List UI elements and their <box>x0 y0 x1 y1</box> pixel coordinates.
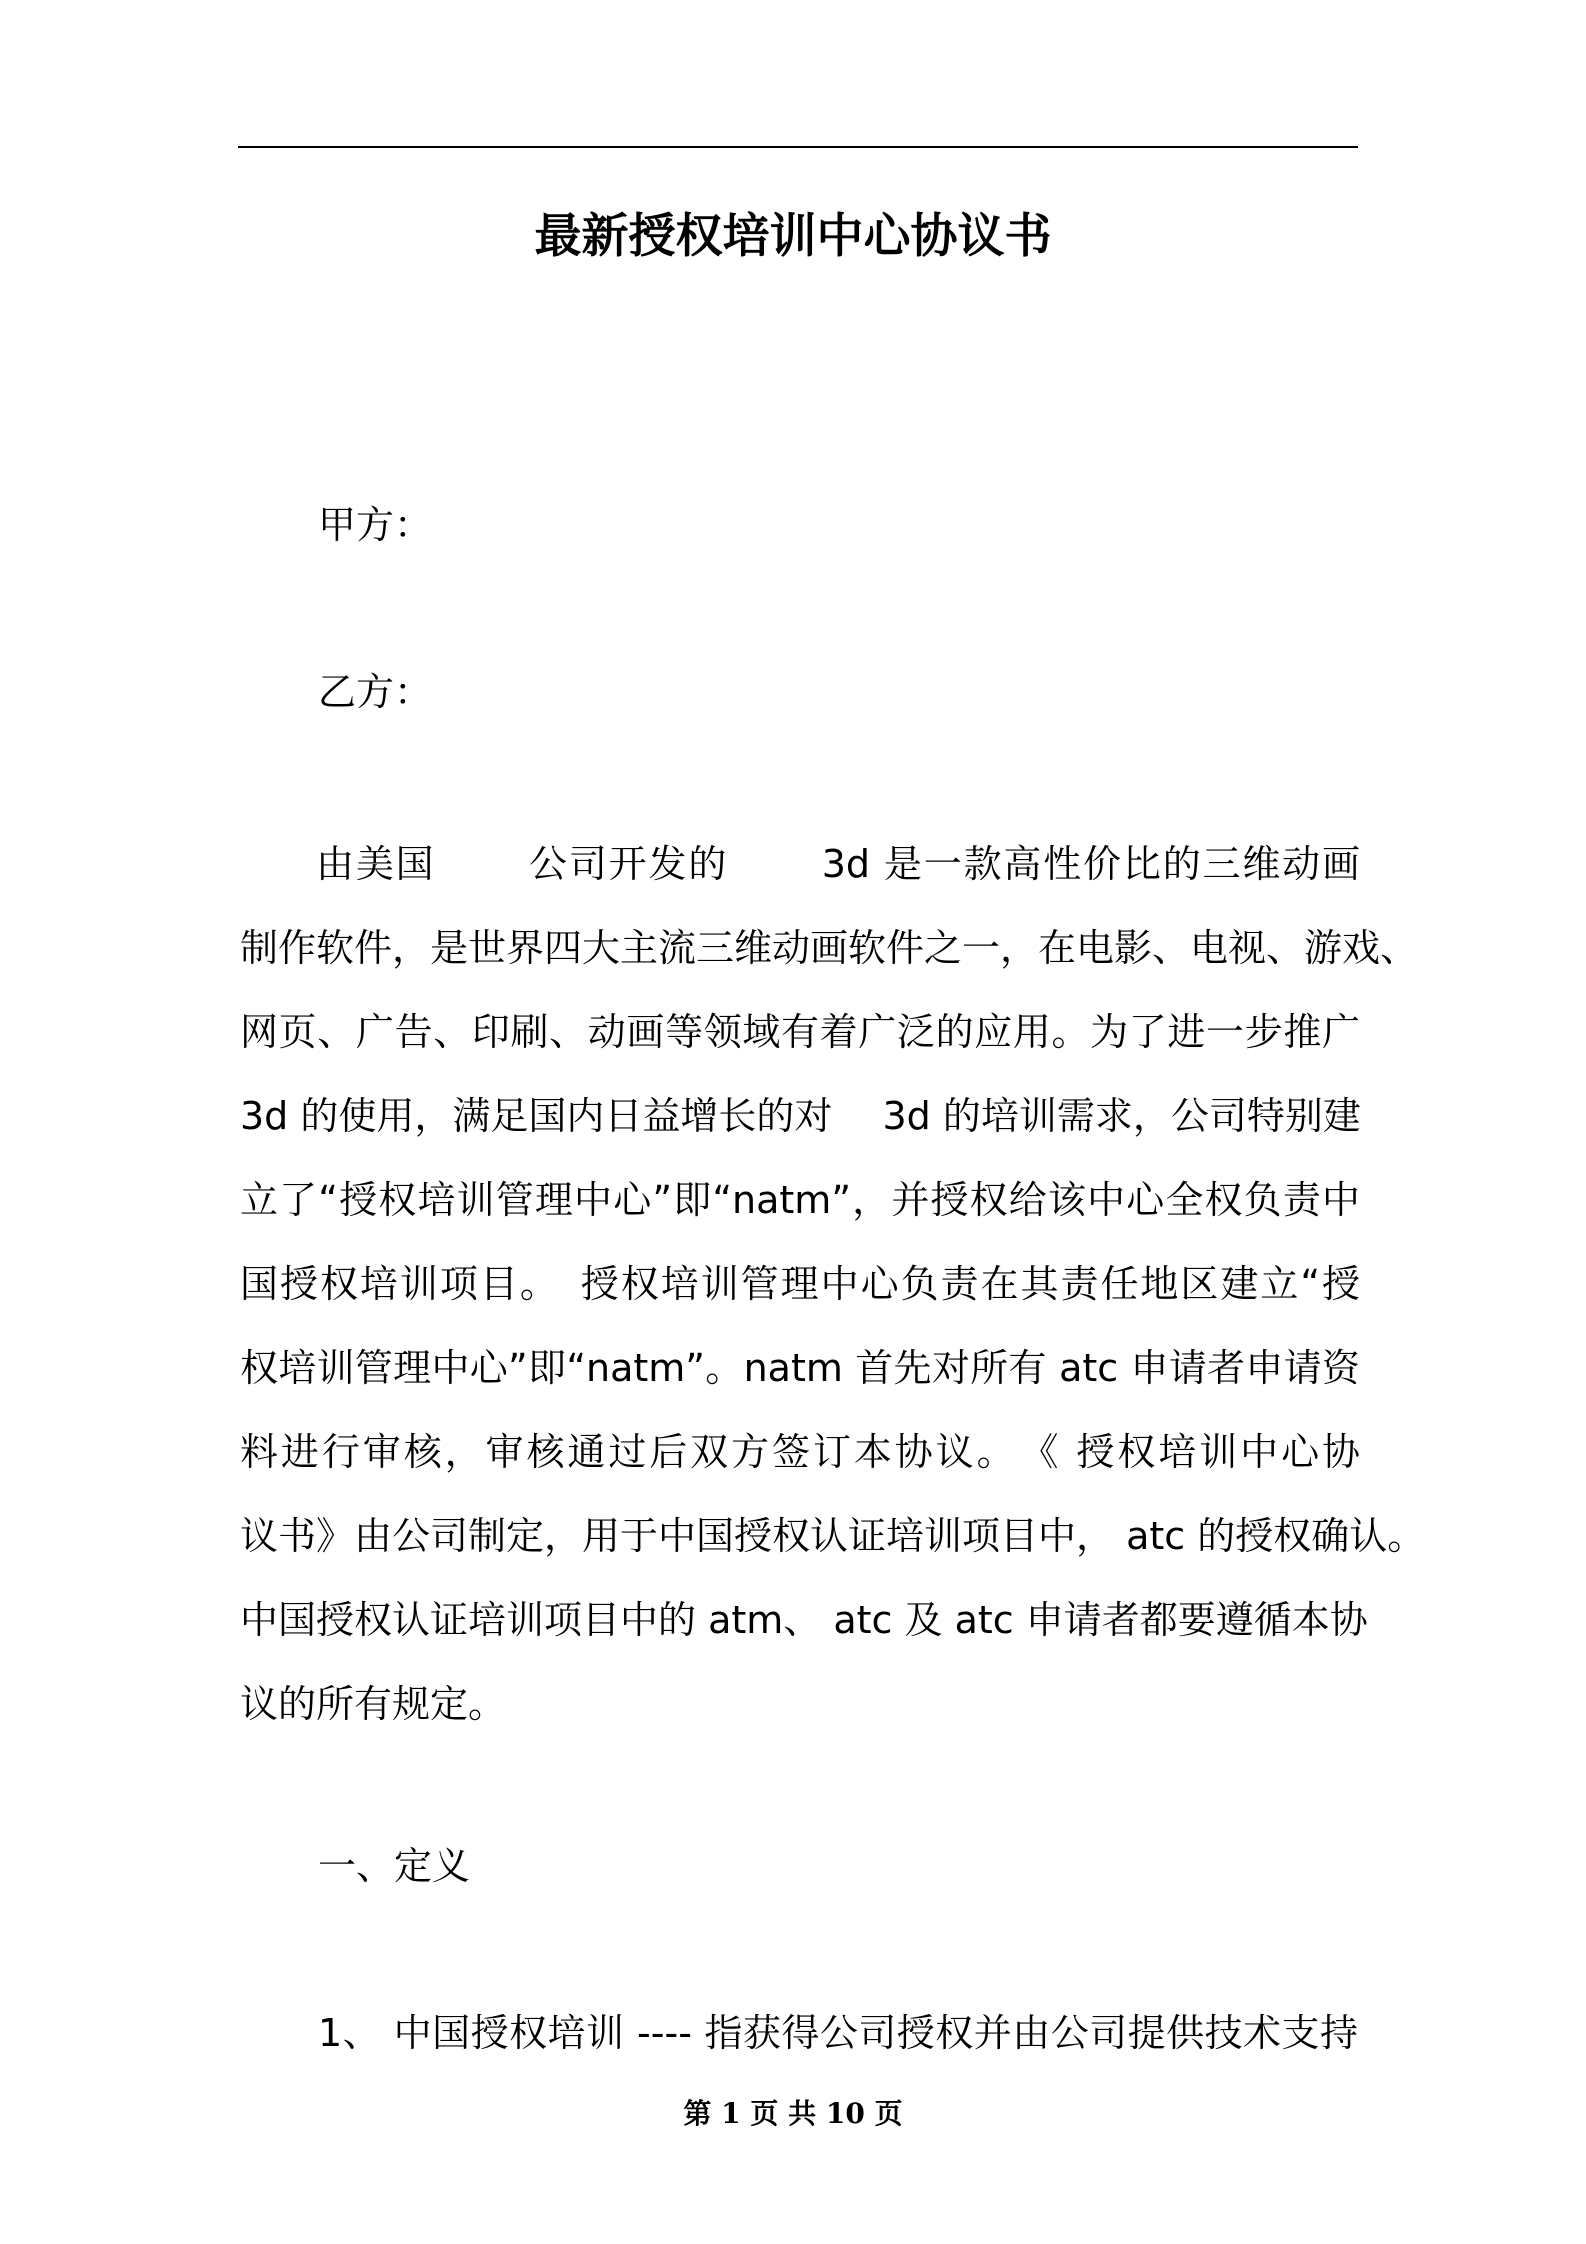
document-title: 最新授权培训中心协议书 <box>534 209 1052 264</box>
section-heading-definitions: 一、定义 <box>318 1844 471 1888</box>
paragraph-line: 国授权培训项目。 授权培训管理中心负责在其责任地区建立“授 <box>240 1262 1360 1306</box>
paragraph-line: 议书》由公司制定，用于中国授权认证培训项目中， atc 的授权确认。 <box>240 1514 1426 1558</box>
paragraph-line: 立了“授权培训管理中心”即“natm”，并授权给该中心全权负责中 <box>240 1178 1360 1222</box>
page-number-footer: 第 1 页 共 10 页 <box>683 2097 903 2130</box>
paragraph-line: 议的所有规定。 <box>240 1682 507 1726</box>
paragraph-line: 由美国 公司开发的 3d 是一款高性价比的三维动画 <box>316 842 1360 886</box>
paragraph-line: 3d 的使用，满足国内日益增长的对 3d 的培训需求，公司特别建 <box>240 1094 1361 1138</box>
definition-item-1: 1、 中国授权培训 ---- 指获得公司授权并由公司提供技术支持 <box>318 2011 1358 2055</box>
paragraph-line: 制作软件，是世界四大主流三维动画软件之一，在电影、电视、游戏、 <box>240 926 1419 970</box>
paragraph-line: 中国授权认证培训项目中的 atm、 atc 及 atc 申请者都要遵循本协 <box>240 1598 1368 1642</box>
header-rule <box>238 146 1358 148</box>
paragraph-line: 权培训管理中心”即“natm”。natm 首先对所有 atc 申请者申请资 <box>240 1346 1360 1390</box>
paragraph-line: 网页、广告、印刷、动画等领域有着广泛的应用。为了进一步推广 <box>240 1010 1360 1054</box>
intro-paragraph <box>240 822 1426 1746</box>
paragraph-line: 料进行审核，审核通过后双方签订本协议。 《 授权培训中心协 <box>240 1430 1360 1474</box>
party-a-label: 甲方： <box>318 503 433 547</box>
party-b-label: 乙方： <box>318 670 433 714</box>
